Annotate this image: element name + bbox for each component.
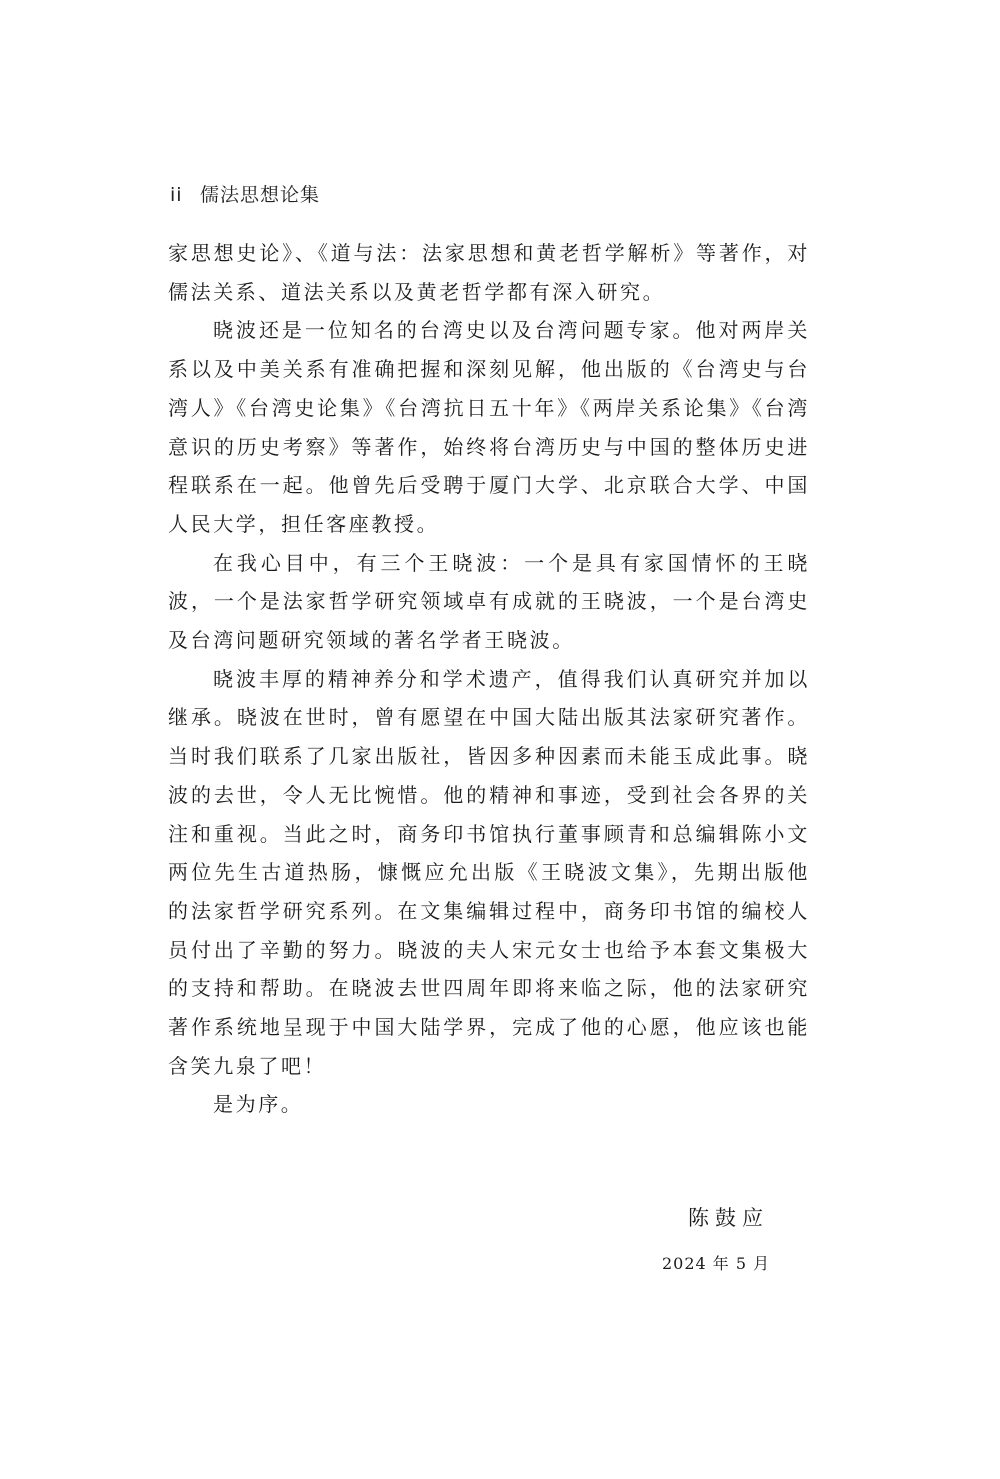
preface-body [168,234,810,1124]
paragraph-three-wang-xiaobo: 在我心目中，有三个王晓波：一个是具有家国情怀的王晓波，一个是法家哲学研究领域卓有成就的王晓波，一个是台湾史及台湾问题研究领域的著名学者王晓波。 [168,550,810,653]
paragraph-continuation: 家思想史论》、《道与法：法家思想和黄老哲学解析》等著作，对儒法关系、道法关系以及黄老哲学都有深入研究。 [168,241,810,304]
running-head [170,180,320,207]
signature-author: 陈鼓应 [688,1206,769,1230]
page-number: ii [170,184,183,206]
book-title: 儒法思想论集 [200,184,321,206]
paragraph-closing: 是为序。 [213,1092,304,1117]
paragraph-legacy: 晓波丰厚的精神养分和学术遗产，值得我们认真研究并加以继承。晓波在世时，曾有愿望在中国大陆出版其法家研究著作。当时我们联系了几家出版社，皆因多种因素而未能玉成此事。晓波的去世，令人无比惋惜。他的精神和事迹，受到社会各界的关注和重视。当此之时，商务印书馆执行董事顾青和总编辑陈小文两位先生古道热肠，慷慨应允出版《王晓波文集》，先期出版他的法家哲学研究系列。在文集编辑过程中，商务印书馆的编校人员付出了辛勤的努力。晓波的夫人宋元女士也给予本套文集极大的支持和帮助。在晓波去世四周年即将来临之际，他的法家研究著作系统地呈现于中国大陆学界，完成了他的心愿，他应该也能含笑九泉了吧！ [168,666,810,1078]
signature-date: 2024 年 5 月 [662,1254,771,1273]
paragraph-taiwan-history: 晓波还是一位知名的台湾史以及台湾问题专家。他对两岸关系以及中美关系有准确把握和深刻见解，他出版的《台湾史与台湾人》《台湾史论集》《台湾抗日五十年》《两岸关系论集》《台湾意识的历史考察》等著作，始终将台湾历史与中国的整体历史进程联系在一起。他曾先后受聘于厦门大学、北京联合大学、中国人民大学，担任客座教授。 [168,318,810,536]
